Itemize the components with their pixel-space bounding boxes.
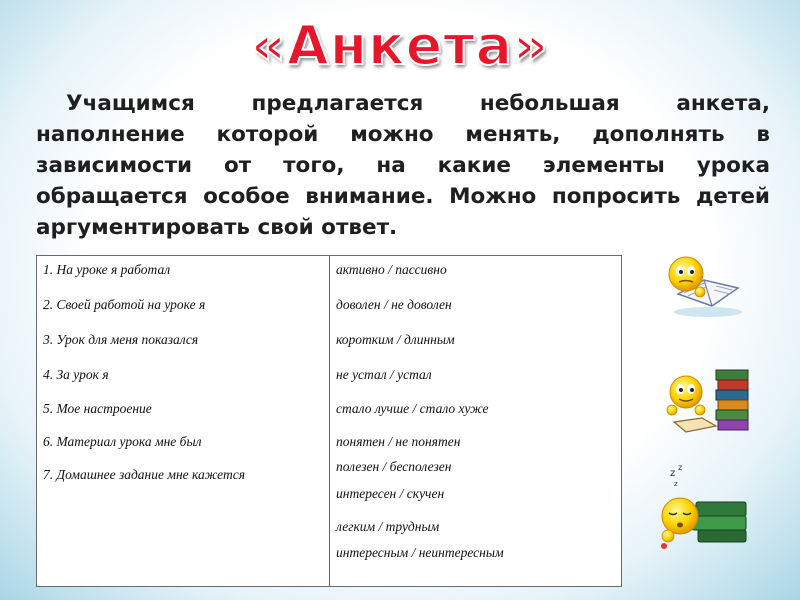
answer-option: понятен / не понятен xyxy=(336,434,461,449)
question-row: 2. Своей работой на уроке я xyxy=(43,297,206,312)
question-row: 4. За урок я xyxy=(43,367,109,382)
answer-option: полезен / бесполезен xyxy=(336,459,452,474)
answer-option: интересен / скучен xyxy=(336,486,445,501)
answer-option: не устал / устал xyxy=(336,367,432,382)
smiley-reading-book-icon xyxy=(660,250,750,320)
question-row: 6. Материал урока мне был xyxy=(43,434,202,449)
answer-option: доволен / не доволен xyxy=(336,297,452,312)
svg-text:z: z xyxy=(674,480,678,488)
question-row: 1. На уроке я работал xyxy=(43,262,171,277)
svg-text:z: z xyxy=(678,463,683,472)
answer-option: интересным / неинтересным xyxy=(336,545,504,560)
sleeping-smiley-on-books-icon xyxy=(652,462,752,552)
question-row: 3. Урок для меня показался xyxy=(43,332,199,347)
intro-paragraph: Учащимся предлагается небольшая анкета, наполнение которой можно менять, дополнять в зависимости от того, на какие элементы урока обращается особое внимание. Можно попросить детей аргументировать свой ответ. xyxy=(36,91,770,240)
column-divider xyxy=(329,256,330,586)
answer-option: стало лучше / стало хуже xyxy=(336,401,489,416)
answer-option: легким / трудным xyxy=(336,519,440,534)
questionnaire-table xyxy=(36,255,622,587)
answer-option: коротким / длинным xyxy=(336,332,455,347)
answer-option: активно / пассивно xyxy=(336,262,447,277)
question-row: 5. Мое настроение xyxy=(43,401,152,416)
question-row: 7. Домашнее задание мне кажется xyxy=(43,467,245,482)
slide-title: «Анкета» xyxy=(251,14,549,77)
smiley-with-book-stack-icon xyxy=(660,362,752,440)
svg-text:z: z xyxy=(670,468,676,479)
